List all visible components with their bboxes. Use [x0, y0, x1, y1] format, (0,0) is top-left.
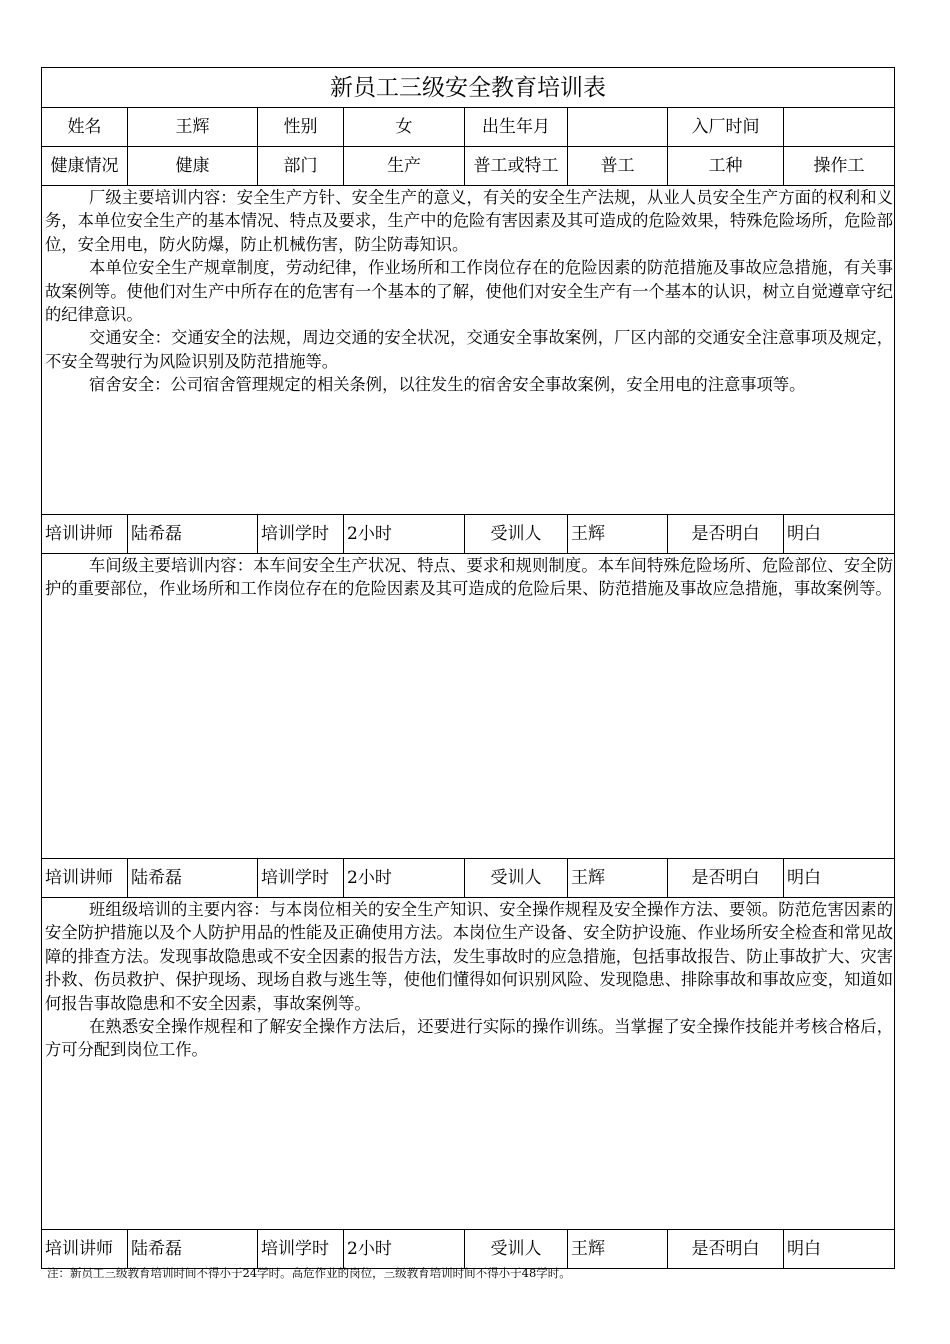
worker-type-value[interactable]: 普工	[568, 147, 668, 186]
content-paragraph: 厂级主要培训内容：安全生产方针、安全生产的意义，有关的安全生产法规，从业人员安全生产方面的权利和义务，本单位安全生产的基本情况、特点及要求，生产中的危险有害因素及其可造成的危险效果，特殊危险场所，危险部位，安全用电，防火防爆，防止机械伤害，防尘防毒知识。	[45, 188, 893, 254]
understood-value[interactable]: 明白	[784, 859, 895, 898]
birth-date-value[interactable]	[568, 108, 668, 147]
department-label: 部门	[258, 147, 344, 186]
trainer-value[interactable]: 陆希磊	[128, 859, 258, 898]
department-value[interactable]: 生产	[344, 147, 465, 186]
health-label: 健康情况	[42, 147, 128, 186]
hours-value[interactable]: 2小时	[344, 859, 465, 898]
name-label: 姓名	[42, 108, 128, 147]
name-value[interactable]: 王辉	[128, 108, 258, 147]
trainee-value[interactable]: 王辉	[568, 859, 668, 898]
content-paragraph: 在熟悉安全操作规程和了解安全操作方法后，还要进行实际的操作训练。当掌握了安全操作技能并考核合格后，方可分配到岗位工作。	[45, 1017, 893, 1060]
entry-date-value[interactable]	[784, 108, 895, 147]
factory-level-sign-row	[42, 515, 895, 554]
trainer-label: 培训讲师	[42, 515, 128, 554]
understood-value[interactable]: 明白	[784, 515, 895, 554]
hours-value[interactable]: 2小时	[344, 1230, 465, 1269]
trainer-value[interactable]: 陆希磊	[128, 515, 258, 554]
workshop-level-sign-row	[42, 859, 895, 898]
understood-label: 是否明白	[668, 515, 784, 554]
team-level-content	[42, 898, 895, 1230]
trainer-value[interactable]: 陆希磊	[128, 1230, 258, 1269]
worker-type-label: 普工或特工	[465, 147, 568, 186]
team-level-sign-row	[42, 1230, 895, 1269]
content-paragraph: 交通安全：交通安全的法规，周边交通的安全状况，交通安全事故案例，厂区内部的交通安全注意事项及规定，不安全驾驶行为风险识别及防范措施等。	[45, 328, 893, 371]
info-row-1	[42, 108, 895, 147]
trainee-label: 受训人	[465, 1230, 568, 1269]
birth-date-label: 出生年月	[465, 108, 568, 147]
health-value[interactable]: 健康	[128, 147, 258, 186]
hours-value[interactable]: 2小时	[344, 515, 465, 554]
job-type-label: 工种	[668, 147, 784, 186]
training-form-table	[41, 67, 895, 1269]
trainer-label: 培训讲师	[42, 859, 128, 898]
content-paragraph: 本单位安全生产规章制度，劳动纪律，作业场所和工作岗位存在的危险因素的防范措施及事故应急措施，有关事故案例等。使他们对生产中所存在的危害有一个基本的了解，使他们对安全生产有一个基本的认识，树立自觉遵章守纪的纪律意识。	[45, 258, 893, 325]
hours-label: 培训学时	[258, 859, 344, 898]
job-type-value[interactable]: 操作工	[784, 147, 895, 186]
hours-label: 培训学时	[258, 1230, 344, 1269]
form-title: 新员工三级安全教育培训表	[42, 68, 895, 108]
content-paragraph: 班组级培训的主要内容：与本岗位相关的安全生产知识、安全操作规程及安全操作方法、要领。防范危害因素的安全防护措施以及个人防护用品的性能及正确使用方法。本岗位生产设备、安全防护设施、作业场所安全检查和常见故障的排查方法。发现事故隐患或不安全因素的报告方法，发生事故时的应急措施，包括事故报告、防止事故扩大、灾害扑救、伤员救护、保护现场、现场自救与逃生等，使他们懂得如何识别风险、发现隐患、排除事故和事故应变，知道如何报告事故隐患和不安全因素，事故案例等。	[45, 900, 893, 1013]
gender-label: 性别	[258, 108, 344, 147]
trainee-value[interactable]: 王辉	[568, 1230, 668, 1269]
understood-value[interactable]: 明白	[784, 1230, 895, 1269]
entry-date-label: 入厂时间	[668, 108, 784, 147]
workshop-level-content	[42, 554, 895, 859]
workshop-level-content-row	[42, 554, 895, 859]
understood-label: 是否明白	[668, 1230, 784, 1269]
trainee-label: 受训人	[465, 515, 568, 554]
content-paragraph: 车间级主要培训内容：本车间安全生产状况、特点、要求和规则制度。本车间特殊危险场所、危险部位、安全防护的重要部位，作业场所和工作岗位存在的危险因素及其可造成的危险后果、防范措施及事故应急措施，事故案例等。	[45, 556, 893, 599]
trainee-value[interactable]: 王辉	[568, 515, 668, 554]
hours-label: 培训学时	[258, 515, 344, 554]
info-row-2	[42, 147, 895, 186]
team-level-content-row	[42, 898, 895, 1230]
content-paragraph: 宿舍安全：公司宿舍管理规定的相关条例，以往发生的宿舍安全事故案例，安全用电的注意事项等。	[89, 375, 806, 395]
factory-level-content	[42, 186, 895, 515]
trainer-label: 培训讲师	[42, 1230, 128, 1269]
footnote: 注：新员工三级教育培训时间不得小于24学时。高危作业的岗位，三级教育培训时间不得小于48学时。	[47, 1266, 571, 1280]
factory-level-content-row	[42, 186, 895, 515]
trainee-label: 受训人	[465, 859, 568, 898]
gender-value[interactable]: 女	[344, 108, 465, 147]
understood-label: 是否明白	[668, 859, 784, 898]
